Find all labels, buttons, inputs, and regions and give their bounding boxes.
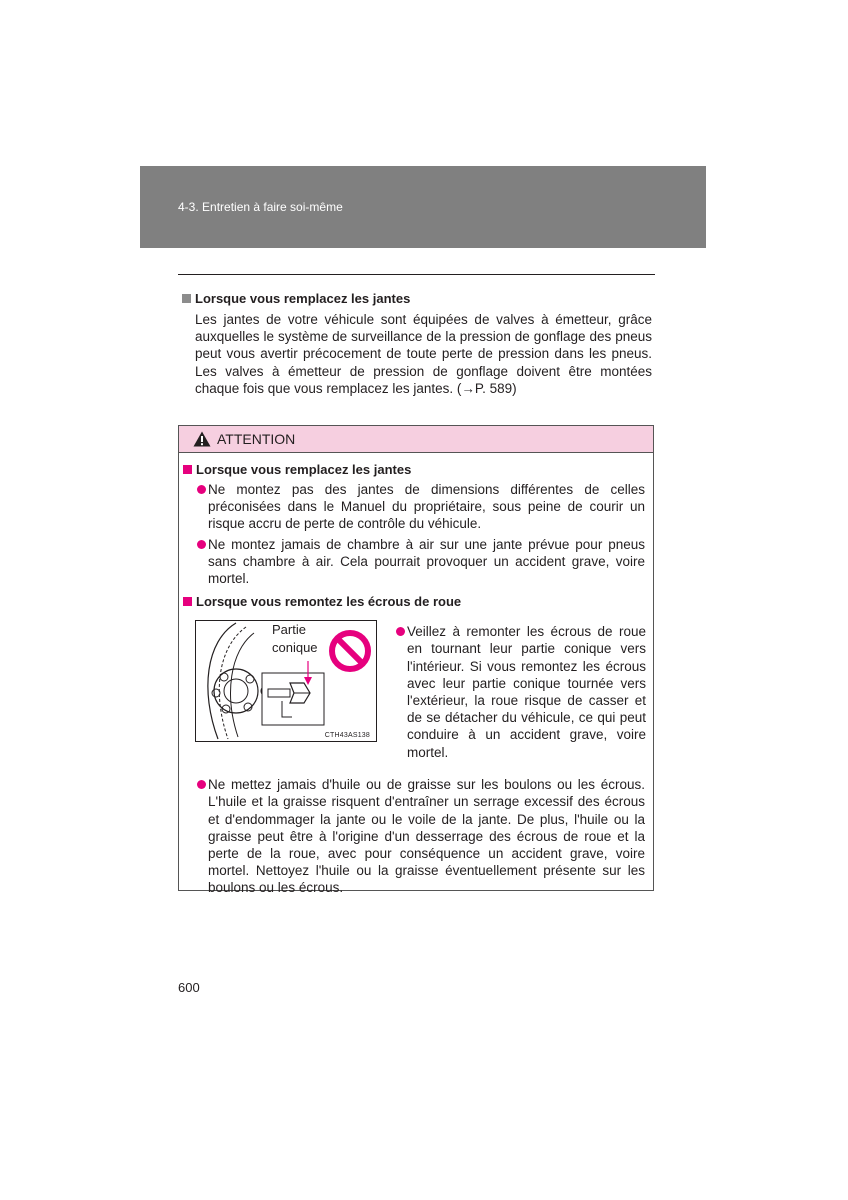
warning-bullet-text: Ne mettez jamais d'huile ou de graisse sur les boulons ou les écrous. L'huile et la graisse risquent d'entraîner un serrage excessif des écrous et d'endommager la jante ou le voile de la jante. De plus, l'huile ou la graisse peut être à l'origine d'un desserrage des écrous de roue et la perte de la roue, avec pour conséquence un accident grave, voire mortel. Nettoyez l'huile ou la graisse éventuellement présente sur les boulons ou les écrous. — [208, 777, 645, 896]
section-heading — [182, 290, 652, 307]
pink-bullet-icon — [197, 540, 206, 549]
chapter-title: 4-3. Entretien à faire soi-même — [178, 200, 343, 214]
gray-square-icon — [182, 294, 191, 303]
figure-label — [272, 621, 318, 657]
warning-bullet-text: Ne montez jamais de chambre à air sur une jante prévue pour pneus sans chambre à air. Cela pourrait provoquer un accident grave, voire mortel. — [208, 536, 645, 587]
warning-box — [178, 425, 654, 896]
figure-label-line1: Partie — [272, 622, 306, 638]
section-rim-replacement — [182, 290, 652, 397]
warning-bullet-text: Veillez à remonter les écrous de roue en tournant leur partie conique vers l'intérieur. Si vous remontez les écrous avec leur partie conique tournée vers l'extérieur, la roue risque de casser et de se détacher du véhicule, ce qui peut conduire à un accident grave, voire mortel. — [407, 624, 646, 760]
figure-label-line2: conique — [272, 640, 318, 656]
warning-heading-2 — [183, 593, 645, 610]
warning-body — [179, 453, 653, 897]
warning-heading-1 — [183, 461, 645, 478]
prohibition-icon — [328, 629, 372, 673]
warning-title: ATTENTION — [217, 431, 296, 447]
pink-bullet-icon — [396, 627, 405, 636]
warning-heading-2-text: Lorsque vous remontez les écrous de roue — [196, 594, 462, 610]
section-heading-text: Lorsque vous remplacez les jantes — [195, 291, 411, 306]
pink-bullet-icon — [197, 485, 206, 494]
section-paragraph: Les jantes de votre véhicule sont équipées de valves à émetteur, grâce auxquelles le système de surveillance de la pression de gonflage des pneus peut vous avertir précocement de toute perte de pression dans les pneus. Les valves à émetteur de pression de gonflage doivent être montées chaque fois que vous remplacez les jantes. (→P. 589) — [195, 312, 652, 396]
warning-triangle-icon — [193, 431, 211, 447]
header-rule — [178, 274, 655, 275]
warning-bullet — [197, 481, 645, 533]
warning-header — [179, 426, 653, 453]
warning-bullet — [197, 536, 645, 588]
warning-bullet-text: Ne montez pas des jantes de dimensions différentes de celles préconisées dans le Manuel du propriétaire, sous peine de courir un risque accru de perte de contrôle du véhicule. — [208, 482, 645, 532]
pink-bullet-icon — [197, 780, 206, 789]
warning-bullet — [396, 623, 646, 761]
wheel-nut-figure — [195, 620, 377, 742]
page-number: 600 — [178, 980, 200, 995]
warning-heading-1-text: Lorsque vous remplacez les jantes — [196, 462, 412, 477]
pink-square-icon — [183, 465, 192, 474]
figure-code: CTH43AS138 — [324, 732, 370, 740]
warning-bullet — [197, 776, 645, 896]
figure-text — [396, 620, 646, 761]
figure-row — [183, 616, 645, 768]
pink-square-icon — [183, 597, 192, 606]
